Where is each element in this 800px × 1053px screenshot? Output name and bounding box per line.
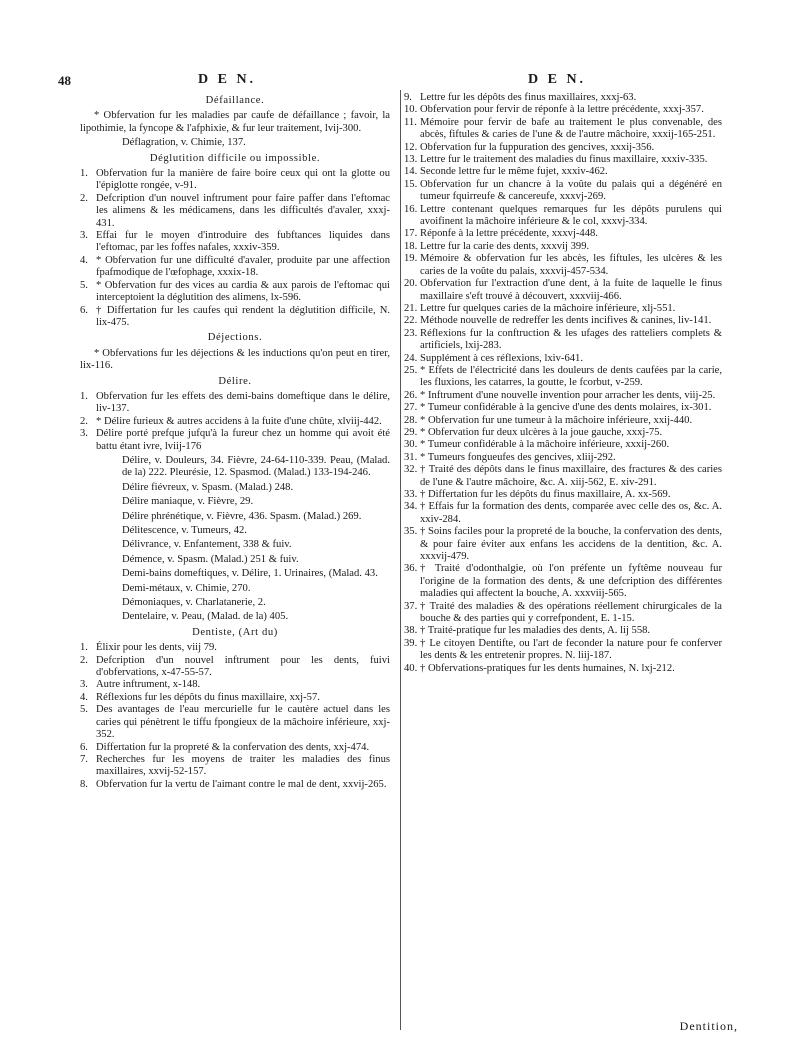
entry-number: 28. [404, 414, 418, 426]
entry-number: 2. [80, 654, 88, 666]
section-heading: Défaillance. [205, 95, 265, 106]
entry-text: Differtation fur la propreté & la confervation des dents, xxj-474. [96, 741, 370, 753]
entry-text: Réflexions fur les dépôts du finus maxillaire, xxj-57. [96, 691, 320, 703]
index-entry [404, 278, 722, 303]
entry-number: 1. [80, 642, 88, 654]
cross-reference: Déflagration, v. Chimie, 137. [122, 137, 246, 149]
index-entry [404, 117, 722, 142]
entry-text: Defcription d'un nouvel inftrument pour faire paffer dans l'eftomac les alimens & les médicamens, dans les difficultés d'avaler, xxxj-431. [96, 192, 390, 229]
entry-text: † Traité d'odonthalgie, où l'on préfente un fyftême nouveau fur l'origine de la formation des dents, & une defcription des différentes maladies qui affectent la bouche, A. xxxviij-565. [420, 563, 722, 600]
left-column [80, 92, 390, 791]
entry-number: 23. [404, 327, 418, 339]
index-entry [404, 601, 722, 626]
entry-text: * Obfervation fur une difficulté d'avaler, produite par une affection fpafmodique de l'œfophage, xxxix-18. [96, 254, 390, 279]
index-entry [404, 166, 722, 178]
entry-number: 10. [404, 104, 418, 116]
index-entry [404, 501, 722, 526]
entry-number: 29. [404, 426, 418, 438]
entry-number: 13. [404, 154, 418, 166]
index-entry [404, 303, 722, 315]
section-heading: Déglutition difficile ou impossible. [149, 152, 321, 164]
index-entry [404, 179, 722, 204]
entry-number: 3. [80, 230, 88, 242]
column-divider [400, 90, 401, 1030]
entry-text: Supplément à ces réflexions, lxiv-641. [420, 352, 583, 364]
entry-text: † Effais fur la formation des dents, comparée avec celle des os, &c. A. xxiv-284. [420, 501, 722, 525]
index-entry [404, 353, 722, 365]
entry-text: † Traité des maladies & des opérations réellement chirurgicales de la bouche & des parties qui y correfpondent, E. 1-15. [420, 600, 722, 625]
index-entry [404, 563, 722, 600]
cross-reference: Délire, v. Douleurs, 34. Fièvre, 24-64-110-339. Peau, (Malad. de la) 222. Pleurésie, 12. Spasmod. (Malad.) 133-194-246. [122, 454, 390, 479]
entry-text: Mémoire pour fervir de bafe au traitement le plus convenable, des abcès, fiftules & caries de l'une & de l'autre mâchoire, xxxij-165-251. [420, 116, 722, 141]
entry-text: † Traité des dépôts dans le finus maxillaire, des fractures & des caries de l'une & l'autre mâchoire, &c. A. xiij-562, E. xiv-291. [420, 464, 722, 488]
entry-number: 39. [404, 637, 418, 649]
entry-text: * Tumeurs fongueufes des gencives, xliij-292. [420, 451, 616, 463]
cross-reference: Demi-bains domeftiques, v. Délire, 1. Urinaires, (Malad. 43. [122, 568, 378, 580]
entry-number: 20. [404, 278, 418, 290]
entry-text: Délire porté prefque jufqu'à la fureur chez un homme qui avoit été battu étant ivre, lviij-176 [96, 428, 390, 452]
entry-number: 5. [80, 279, 88, 291]
entry-number: 11. [404, 116, 417, 128]
index-entry [80, 679, 390, 691]
section-heading: Dentiste, (Art du) [192, 626, 278, 638]
entry-text: † Soins faciles pour la propreté de la bouche, la confervation des dents, & pour faire éviter aux enfans les accidens de la dentition, &c. A. xxxvij-479. [420, 526, 722, 563]
entry-number: 9. [404, 92, 412, 103]
index-entry [404, 315, 722, 327]
entry-text: Defcription d'un nouvel inftrument pour les dents, fuivi d'obfervations, x-47-55-57. [96, 654, 390, 679]
section-heading: Déjections. [207, 332, 263, 344]
section-heading: Délire. [218, 375, 252, 387]
entry-number: 4. [80, 691, 88, 703]
entry-number: 6. [80, 304, 88, 316]
entry-number: 19. [404, 253, 418, 265]
index-entry [404, 228, 722, 240]
index-entry [80, 754, 390, 779]
entry-number: 5. [80, 704, 88, 716]
entry-text: Élixir pour les dents, viij 79. [96, 642, 217, 654]
entry-number: 30. [404, 439, 418, 451]
index-entry [404, 452, 722, 464]
entry-number: 25. [404, 364, 418, 376]
index-entry [404, 104, 722, 116]
running-head-right: D E N. [528, 72, 587, 87]
entry-text: Obfervation pour fervir de réponfe à la lettre précédente, xxxj-357. [420, 104, 704, 116]
entry-text: Réponfe à la lettre précédente, xxxvj-448. [420, 228, 598, 240]
index-entry [80, 391, 390, 416]
index-entry [404, 204, 722, 229]
index-entry [404, 402, 722, 414]
paragraph: * Obfervation fur les maladies par caufe de défaillance ; favoir, la lipothimie, la fyncope & l'afphixie, & fur leur traitement, lvij-300. [80, 110, 390, 134]
entry-number: 38. [404, 625, 418, 637]
entry-number: 37. [404, 600, 418, 612]
cross-reference: Délire phrénétique, v. Fièvre, 436. Spasm. (Malad.) 269. [122, 510, 362, 522]
entry-number: 40. [404, 662, 418, 674]
entry-number: 12. [404, 141, 418, 153]
entry-number: 14. [404, 166, 418, 178]
entry-text: Obfervation fur les effets des demi-bains domeftique dans le délire, liv-137. [96, 390, 390, 415]
entry-text: † Traité-pratique fur les maladies des dents, A. lij 558. [420, 625, 651, 637]
index-entry [404, 92, 722, 104]
entry-number: 1. [80, 168, 88, 180]
entry-text: * Tumeur confidérable à la gencive d'une des dents molaires, ix-301. [420, 402, 712, 414]
entry-text: * Obfervation fur deux ulcères à la joue gauche, xxxj-75. [420, 426, 663, 438]
index-entry [404, 464, 722, 489]
index-entry [404, 415, 722, 427]
index-entry [80, 704, 390, 741]
entry-text: Effai fur le moyen d'introduire des fubftances liquides dans l'eftomac, par les foffes nafales, xxxiv-359. [96, 230, 390, 254]
index-entry [404, 526, 722, 563]
index-entry [80, 742, 390, 754]
index-entry [404, 439, 722, 451]
index-entry [404, 328, 722, 353]
entry-text: Autre inftrument, x-148. [96, 679, 201, 691]
cross-reference: Délire maniaque, v. Fièvre, 29. [122, 496, 254, 508]
entry-number: 31. [404, 451, 418, 463]
entry-number: 7. [80, 753, 88, 765]
entry-text: * Délire furieux & autres accidens à la fuite d'une chûte, xlviij-442. [96, 415, 382, 427]
entry-text: * Tumeur confidérable à la mâchoire inférieure, xxxij-260. [420, 439, 670, 451]
paragraph: * Obfervations fur les déjections & les inductions qu'on peut en tirer, lix-116. [80, 347, 390, 372]
index-entry [404, 154, 722, 166]
entry-number: 36. [404, 563, 418, 575]
index-entry [80, 416, 390, 428]
right-column [404, 92, 722, 675]
index-entry [80, 255, 390, 280]
entry-number: 6. [80, 741, 88, 753]
entry-text: † Obfervations-pratiques fur les dents humaines, N. lxj-212. [420, 662, 675, 674]
cross-reference: Démoniaques, v. Charlatanerie, 2. [122, 597, 266, 609]
entry-number: 16. [404, 203, 418, 215]
entry-text: Lettre fur les dépôts des finus maxillaires, xxxj-63. [420, 92, 637, 103]
index-entry [404, 253, 722, 278]
index-entry [404, 241, 722, 253]
index-entry [404, 663, 722, 675]
entry-text: Obfervation fur la vertu de l'aimant contre le mal de dent, xxvij-265. [96, 778, 387, 790]
entry-number: 32. [404, 464, 418, 476]
index-entry [80, 168, 390, 193]
entry-text: Obfervation fur l'extraction d'une dent, à la fuite de laquelle le finus maxillaire s'eft trouvé à découvert, xxxviij-466. [420, 278, 722, 302]
catchword: Dentition, [679, 1019, 738, 1033]
entry-text: † Le citoyen Dentifte, ou l'art de feconder la nature pour fe conferver les dents & les entretenir propres. N. liij-187. [420, 637, 722, 662]
index-entry [80, 428, 390, 453]
entry-number: 21. [404, 302, 418, 314]
entry-text: Obfervation fur la fuppuration des gencives, xxxij-356. [420, 141, 655, 153]
entry-text: Obfervation fur un chancre à la voûte du palais qui a dégénéré en tumeur fquirreufe & cancereufe, xxxvj-269. [420, 178, 722, 203]
entry-text: Mémoire & obfervation fur les abcès, les fiftules, les ulcères & les caries de la voûte du palais, xxxvij-457-534. [420, 253, 722, 277]
cross-reference: Demi-métaux, v. Chimie, 270. [122, 582, 251, 594]
entry-number: 35. [404, 526, 418, 538]
page-number: 48 [58, 73, 71, 88]
entry-text: Réflexions fur la conftruction & les ufages des ratteliers complets & artificiels, lxij-283. [420, 327, 722, 352]
index-entry [404, 427, 722, 439]
entry-number: 33. [404, 489, 418, 500]
entry-number: 27. [404, 402, 418, 414]
entry-text: * Effets de l'électricité dans les douleurs de dents caufées par la carie, les fluxions, les catarres, la goutte, le fcorbut, v-259. [420, 364, 722, 389]
entry-number: 2. [80, 192, 88, 204]
index-entry [80, 193, 390, 230]
index-entry [404, 365, 722, 390]
entry-text: Recherches fur les moyens de traiter les maladies des finus maxillaires, xxvij-52-157. [96, 753, 390, 778]
index-entry [404, 390, 722, 402]
entry-text: Lettre contenant quelques remarques fur les dépôts purulens qui avoifinent la mâchoire inférieure & le col, xxxvj-334. [420, 203, 722, 228]
cross-reference: Délivrance, v. Enfantement, 338 & fuiv. [122, 539, 292, 551]
entry-text: Des avantages de l'eau mercurielle fur le cautère actuel dans les caries qui pénètrent le tiffu fpongieux de la mâchoire inférieure, xxj-352. [96, 704, 390, 741]
index-entry [404, 142, 722, 154]
index-entry [80, 642, 390, 654]
entry-number: 17. [404, 228, 418, 240]
cross-reference: Délitescence, v. Tumeurs, 42. [122, 525, 247, 536]
entry-text: † Differtation fur les caufes qui rendent la déglutition difficile, N. lix-475. [96, 304, 390, 328]
entry-number: 8. [80, 778, 88, 790]
index-entry [80, 280, 390, 305]
entry-number: 3. [80, 679, 88, 691]
entry-text: Lettre fur quelques caries de la mâchoire inférieure, xlj-551. [420, 302, 676, 314]
entry-text: Seconde lettre fur le même fujet, xxxiv-462. [420, 166, 608, 178]
index-entry [404, 638, 722, 663]
entry-number: 34. [404, 501, 418, 513]
entry-text: † Differtation fur les dépôts du finus maxillaire, A. xx-569. [420, 489, 671, 500]
index-entry [404, 489, 722, 501]
entry-text: * Obfervation fur des vices au cardia & aux parois de l'eftomac qui interceptoient la déglutition des alimens, lx-596. [96, 279, 390, 304]
index-entry [80, 655, 390, 680]
entry-text: Méthode nouvelle de redreffer les dents incifives & canines, liv-141. [420, 315, 712, 327]
entry-number: 24. [404, 352, 418, 364]
entry-number: 4. [80, 254, 88, 266]
index-entry [80, 692, 390, 704]
entry-number: 15. [404, 178, 418, 190]
entry-number: 3. [80, 428, 88, 440]
cross-reference: Démence, v. Spasm. (Malad.) 251 & fuiv. [122, 553, 299, 565]
index-entry [80, 779, 390, 791]
entry-number: 2. [80, 415, 88, 427]
index-entry [80, 230, 390, 255]
entry-number: 1. [80, 390, 88, 402]
entry-text: Obfervation fur la manière de faire boire ceux qui ont la glotte ou l'épiglotte rongée, v-91. [96, 168, 390, 192]
index-entry [404, 625, 722, 637]
entry-text: * Obfervation fur une tumeur à la mâchoire inférieure, xxij-440. [420, 414, 693, 426]
index-entry [80, 305, 390, 330]
entry-text: Lettre fur le traitement des maladies du finus maxillaire, xxxiv-335. [420, 154, 708, 166]
entry-number: 18. [404, 240, 418, 252]
running-head-left: D E N. [198, 72, 257, 87]
cross-reference: Dentelaire, v. Peau, (Malad. de la) 405. [122, 611, 289, 623]
entry-number: 22. [404, 315, 418, 327]
entry-text: Lettre fur la carie des dents, xxxvij 399. [420, 240, 590, 252]
entry-number: 26. [404, 389, 418, 401]
cross-reference: Délire fiévreux, v. Spasm. (Malad.) 248. [122, 481, 294, 493]
entry-text: * Inftrument d'une nouvelle invention pour arracher les dents, viij-25. [420, 389, 716, 401]
